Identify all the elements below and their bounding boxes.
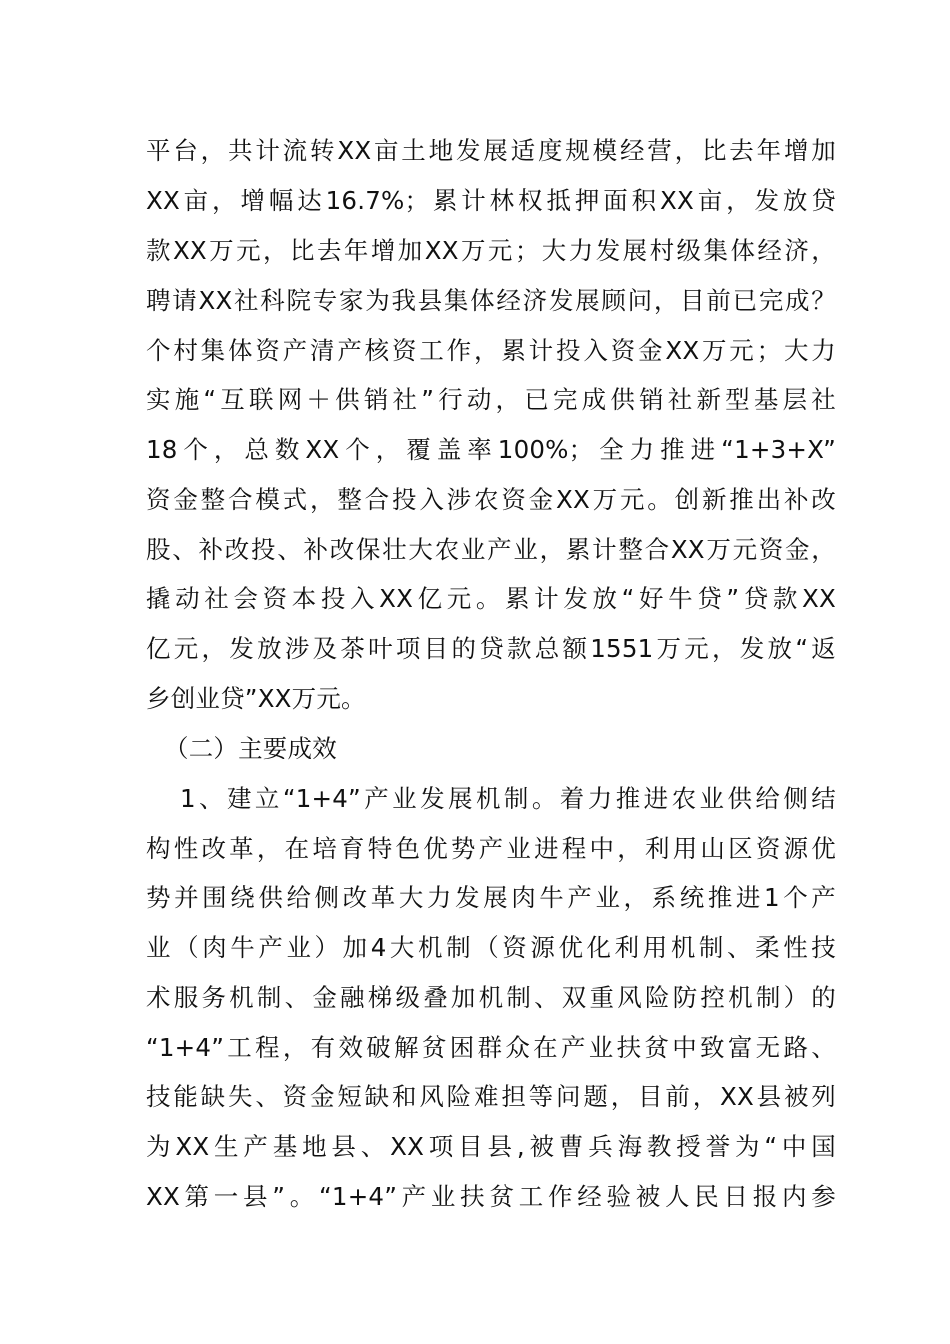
- paragraph-line: 技能缺失、资金短缺和风险难担等问题，目前，XX县被列: [146, 1082, 836, 1111]
- paragraph-line: “1+4”工程，有效破解贫困群众在产业扶贫中致富无路、: [146, 1033, 836, 1062]
- paragraph-line: XX第一县”。“1+4”产业扶贫工作经验被人民日报内参: [146, 1182, 836, 1211]
- paragraph-line: 18个，总数XX个，覆盖率100%；全力推进“1+3+X”: [146, 435, 836, 464]
- paragraph-line: 实施“互联网＋供销社”行动，已完成供销社新型基层社: [146, 385, 836, 414]
- paragraph-line: 构性改革，在培育特色优势产业进程中，利用山区资源优: [146, 834, 836, 863]
- paragraph-line: 术服务机制、金融梯级叠加机制、双重风险防控机制）的: [146, 983, 836, 1012]
- paragraph-line: 1、建立“1+4”产业发展机制。着力推进农业供给侧结: [180, 784, 836, 813]
- paragraph-line: 个村集体资产清产核资工作，累计投入资金XX万元；大力: [146, 336, 836, 365]
- paragraph-line: （二）主要成效: [164, 734, 337, 763]
- paragraph-line: 为XX生产基地县、XX项目县,被曹兵海教授誉为“中国: [146, 1132, 836, 1161]
- paragraph-line: 亿元，发放涉及茶叶项目的贷款总额1551万元，发放“返: [146, 634, 836, 663]
- paragraph-line: 资金整合模式，整合投入涉农资金XX万元。创新推出补改: [146, 485, 836, 514]
- paragraph-line: 聘请XX社科院专家为我县集体经济发展顾问，目前已完成？: [146, 286, 836, 315]
- paragraph-line: XX亩，增幅达16.7%；累计林权抵押面积XX亩，发放贷: [146, 186, 836, 215]
- paragraph-line: 业（肉牛产业）加4大机制（资源优化利用机制、柔性技: [146, 933, 836, 962]
- paragraph-line: 股、补改投、补改保壮大农业产业，累计整合XX万元资金，: [146, 535, 836, 564]
- paragraph-line: 乡创业贷”XX万元。: [146, 684, 366, 713]
- paragraph-line: 平台，共计流转XX亩土地发展适度规模经营，比去年增加: [146, 136, 836, 165]
- paragraph-line: 撬动社会资本投入XX亿元。累计发放“好牛贷”贷款XX: [146, 584, 836, 613]
- paragraph-line: 势并围绕供给侧改革大力发展肉牛产业，系统推进1个产: [146, 883, 836, 912]
- paragraph-line: 款XX万元，比去年增加XX万元；大力发展村级集体经济，: [146, 236, 836, 265]
